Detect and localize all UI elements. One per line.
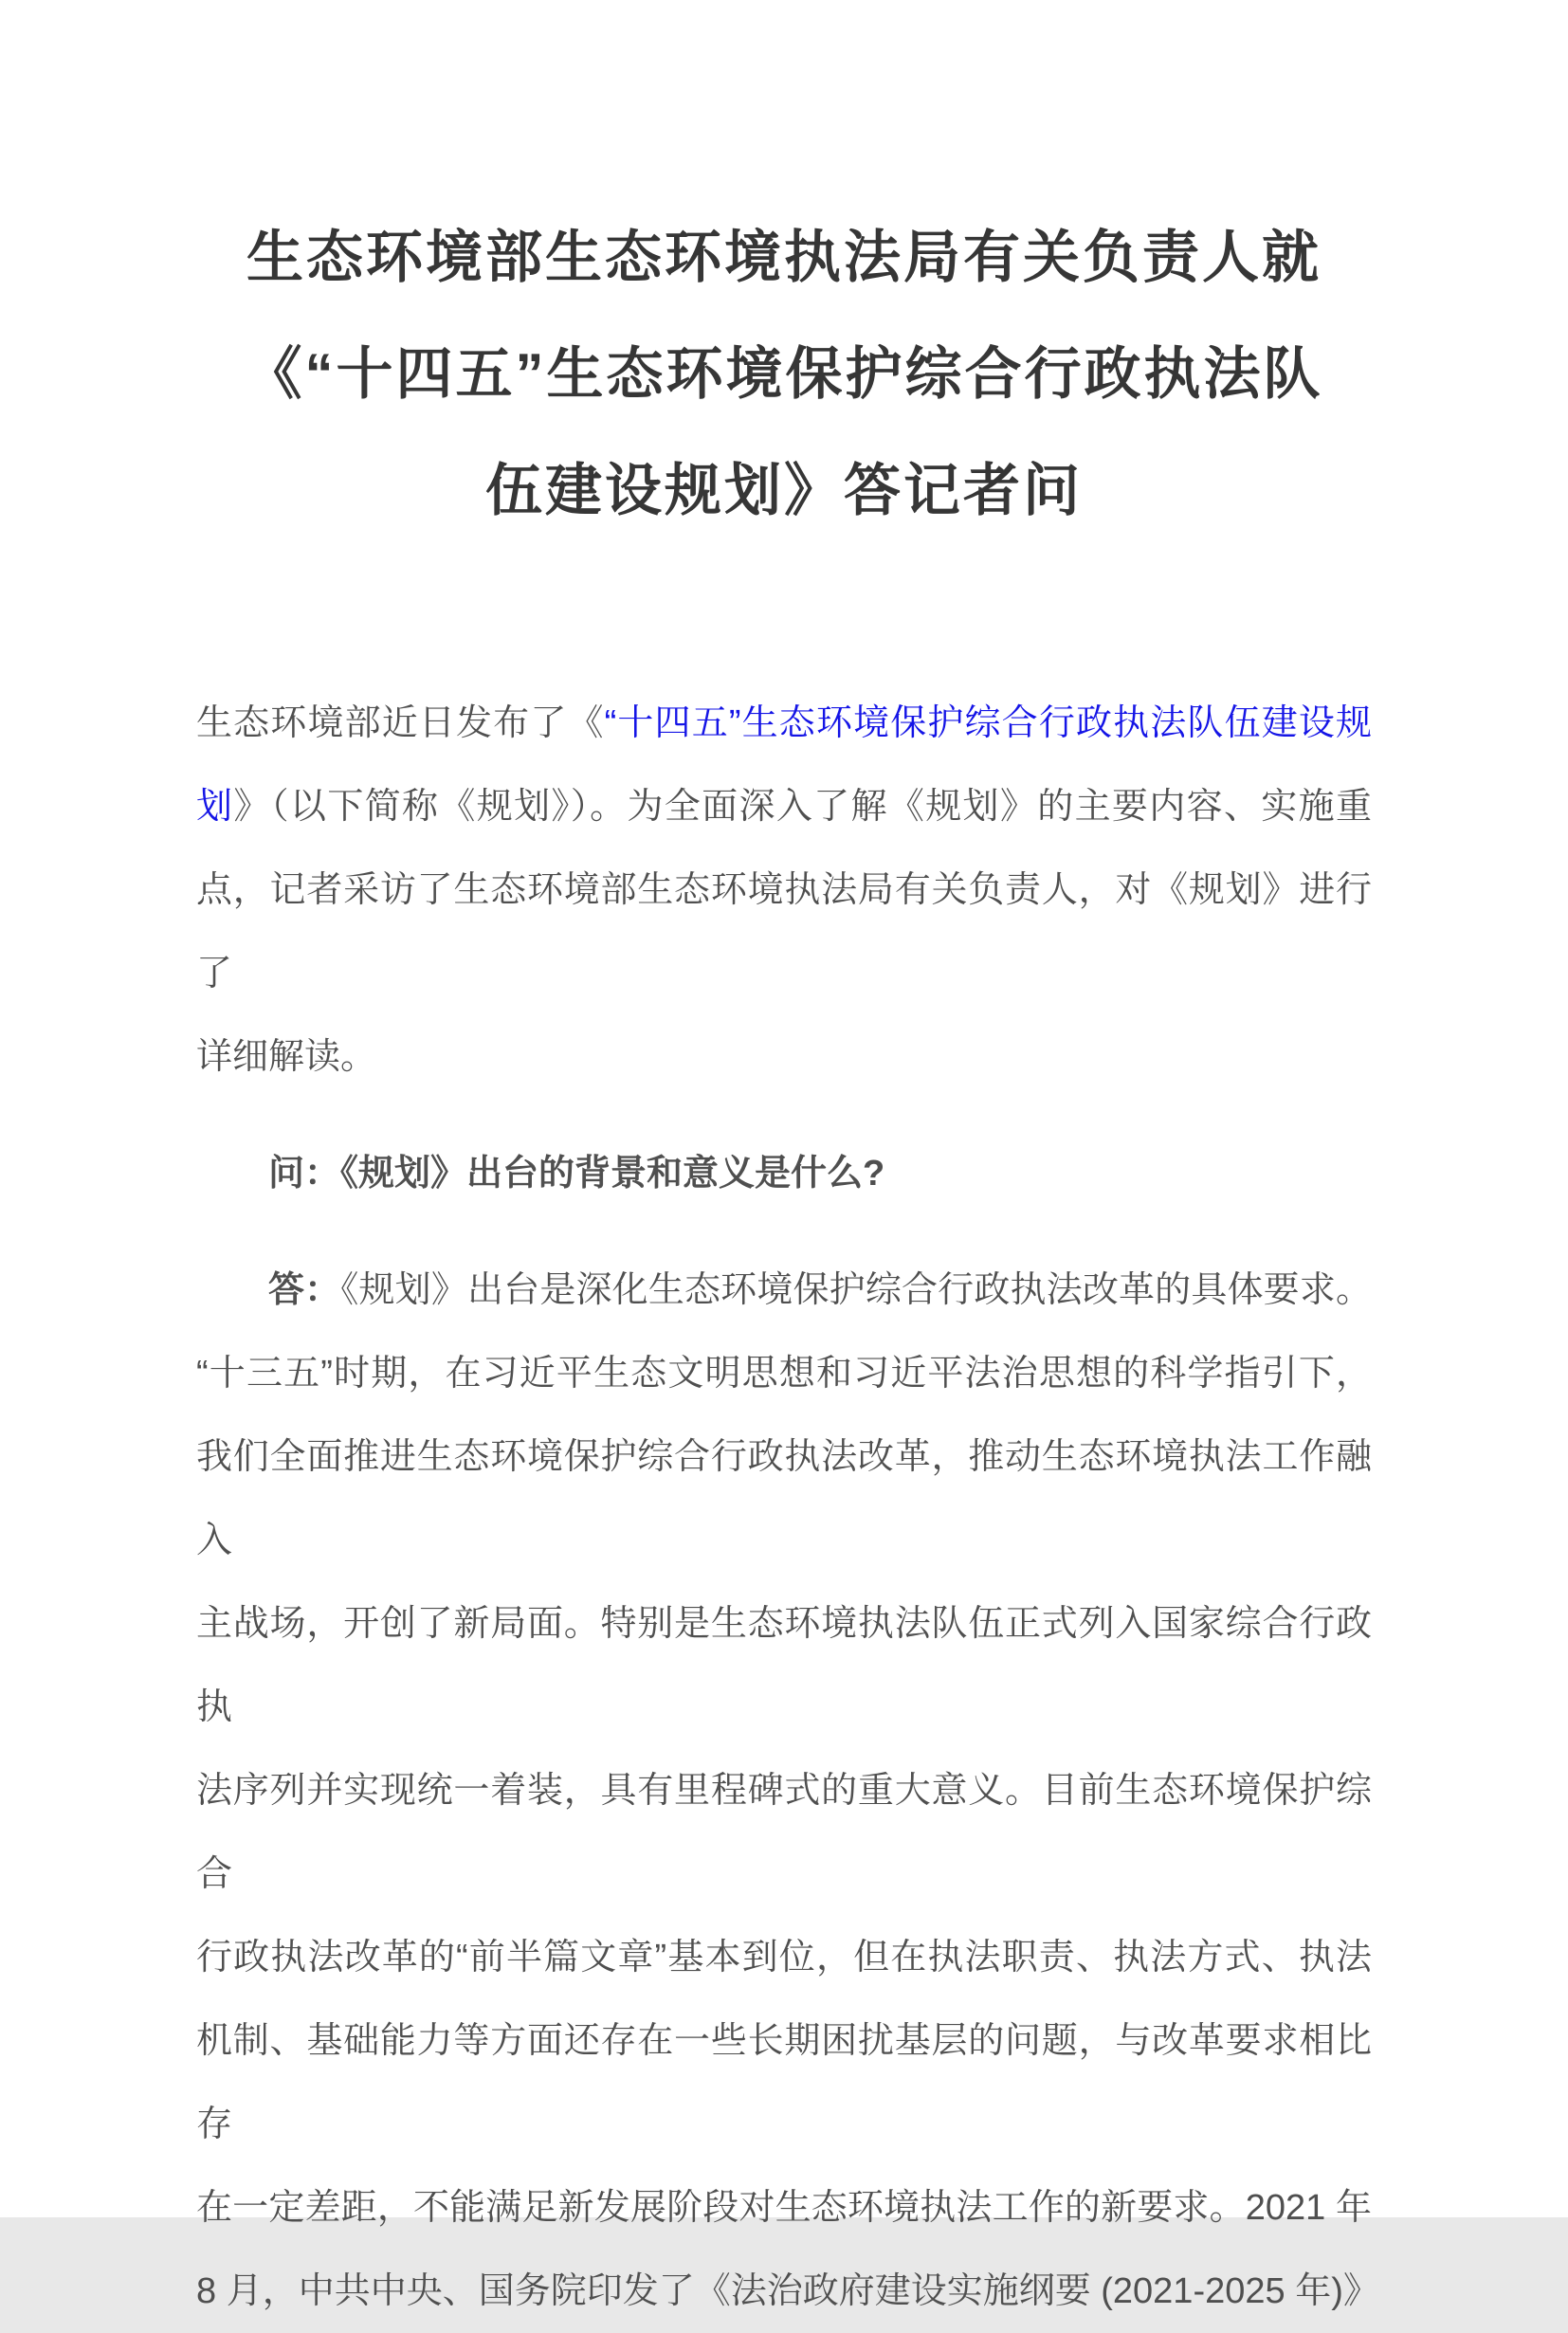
text-segment: 8 月，中共中央、国务院印发了《法治政府建设实施纲要 (2021-2025 年)》 bbox=[196, 2271, 1379, 2311]
text-segment: 》（以下简称《规划》）。为全面深入了解《规划》的主要内容、实施重 bbox=[233, 787, 1372, 827]
text-line bbox=[196, 848, 1372, 1015]
text-line bbox=[196, 1916, 1372, 1999]
text-line bbox=[196, 682, 1372, 765]
title-line-2: 《“十四五”生态环境保护综合行政执法队 bbox=[245, 342, 1323, 406]
text-line bbox=[196, 1749, 1372, 1916]
text-segment: “十三五”时期，在习近平生态文明思想和习近平法治思想的科学指引下， bbox=[196, 1354, 1372, 1394]
text-segment: 《规划》出台是深化生态环境保护综合行政执法改革的具体要求。 bbox=[340, 1270, 1372, 1310]
document-hyperlink[interactable]: 划 bbox=[196, 787, 234, 827]
text-segment: 我们全面推进生态环境保护综合行政执法改革，推动生态环境执法工作融入 bbox=[196, 1437, 1372, 1560]
text-segment: 法序列并实现统一着装，具有里程碑式的重大意义。目前生态环境保护综合 bbox=[196, 1771, 1372, 1894]
title-line-3: 伍建设规划》答记者问 bbox=[485, 459, 1083, 522]
text-line bbox=[196, 1999, 1372, 2166]
text-line bbox=[196, 2166, 1372, 2250]
text-segment: 主战场，开创了新局面。特别是生态环境执法队伍正式列入国家综合行政执 bbox=[196, 1604, 1372, 1727]
text-line bbox=[196, 1582, 1372, 1749]
text-segment: 行政执法改革的“前半篇文章”基本到位，但在执法职责、执法方式、执法 bbox=[196, 1938, 1372, 1978]
text-line bbox=[196, 765, 1372, 848]
document-title bbox=[0, 0, 1568, 549]
text-segment: 详细解读。 bbox=[196, 1037, 377, 1077]
text-segment: 答： bbox=[268, 1270, 341, 1310]
text-line bbox=[196, 1249, 1372, 1332]
document-body bbox=[196, 682, 1379, 2333]
text-segment: 机制、基础能力等方面还存在一些长期困扰基层的问题，与改革要求相比存 bbox=[196, 2021, 1372, 2144]
text-segment: 在一定差距，不能满足新发展阶段对生态环境执法工作的新要求。2021 年 bbox=[196, 2188, 1372, 2228]
text-segment: 点，记者采访了生态环境部生态环境执法局有关负责人，对《规划》进行了 bbox=[196, 870, 1372, 993]
text-line bbox=[196, 1015, 1372, 1099]
title-line-1: 生态环境部生态环境执法局有关负责人就 bbox=[246, 226, 1322, 289]
question-paragraph bbox=[196, 1132, 1372, 1215]
text-line bbox=[196, 2250, 1379, 2333]
intro-paragraph bbox=[196, 682, 1372, 1099]
text-segment: 生态环境部近日发布了《 bbox=[196, 703, 605, 743]
text-line bbox=[196, 1332, 1372, 1415]
document-hyperlink[interactable]: “十四五”生态环境保护综合行政执法队伍建设规 bbox=[604, 703, 1372, 743]
text-line bbox=[196, 1132, 1372, 1215]
text-line bbox=[196, 1415, 1372, 1582]
answer-paragraph bbox=[196, 1249, 1379, 2333]
text-segment: 问：《规划》出台的背景和意义是什么? bbox=[268, 1154, 885, 1194]
